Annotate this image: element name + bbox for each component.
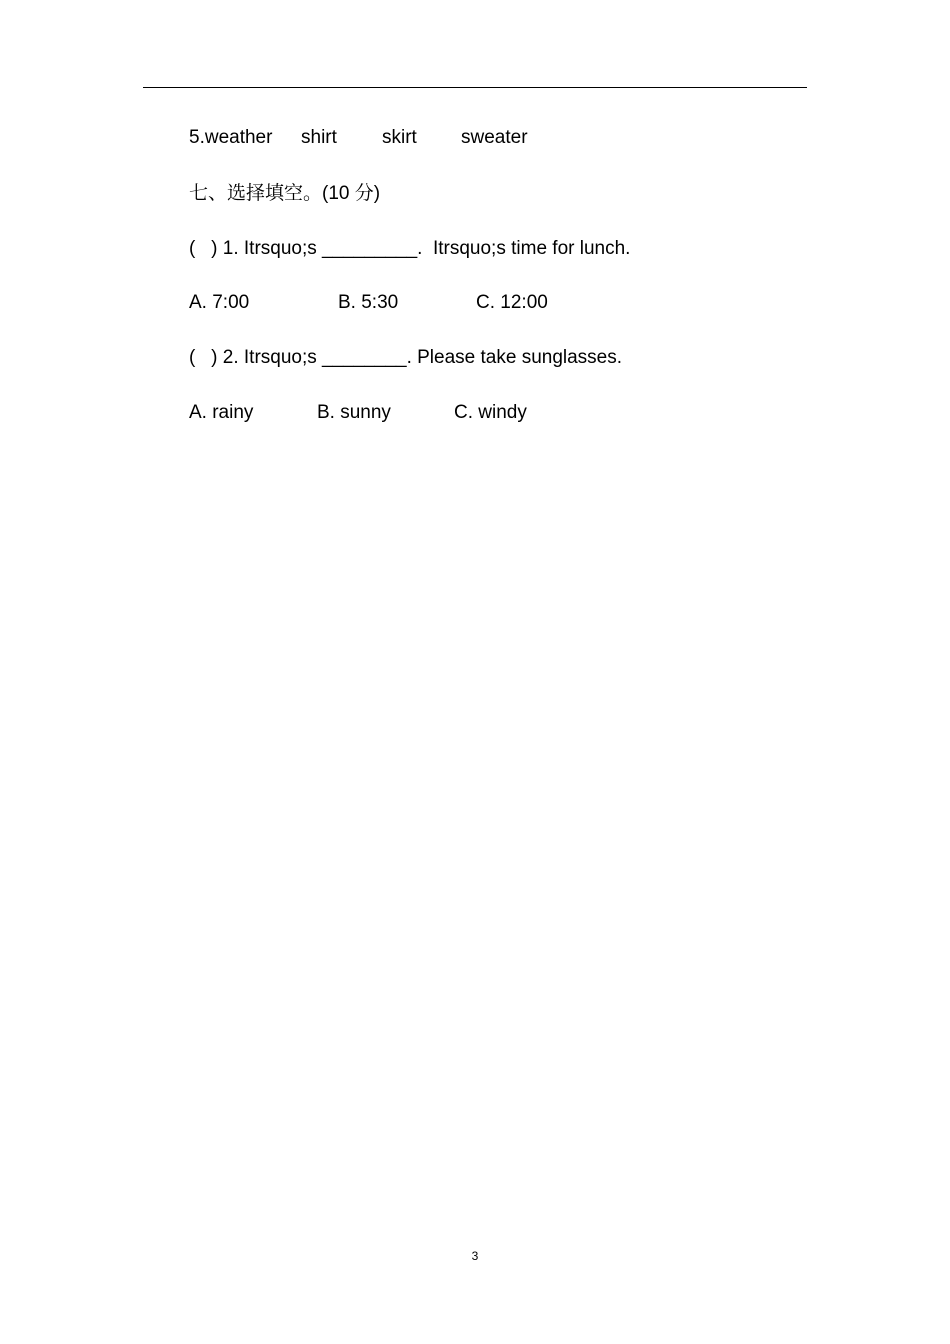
word-row-5-item-4: sweater (461, 127, 528, 148)
section-heading-score: (10 分) (322, 183, 381, 204)
question-1-option-a: A. 7:00 (189, 292, 250, 313)
word-row-5-item-2: shirt (301, 127, 337, 148)
question-1-options (189, 291, 789, 315)
header-rule (143, 87, 807, 88)
question-1-option-b: B. 5:30 (338, 292, 399, 313)
word-row-5-item-3: skirt (382, 127, 417, 148)
question-2-text: ( ) 2. Itrsquo;s ________. Please take sunglasses. (189, 347, 623, 368)
question-2-option-c: C. windy (454, 402, 527, 423)
section-heading-title: 七、选择填空。 (189, 182, 323, 204)
question-1-text: ( ) 1. Itrsquo;s _________. Itrsquo;s time for lunch. (189, 238, 631, 259)
word-row-5 (189, 126, 789, 150)
question-1-option-c: C. 12:00 (476, 292, 548, 313)
question-2-options (189, 401, 789, 425)
page-number: 3 (471, 1249, 479, 1263)
question-2-option-b: B. sunny (317, 402, 391, 423)
question-2-option-a: A. rainy (189, 402, 254, 423)
section-heading (189, 181, 380, 206)
word-row-5-item-1: 5.weather (189, 127, 273, 148)
